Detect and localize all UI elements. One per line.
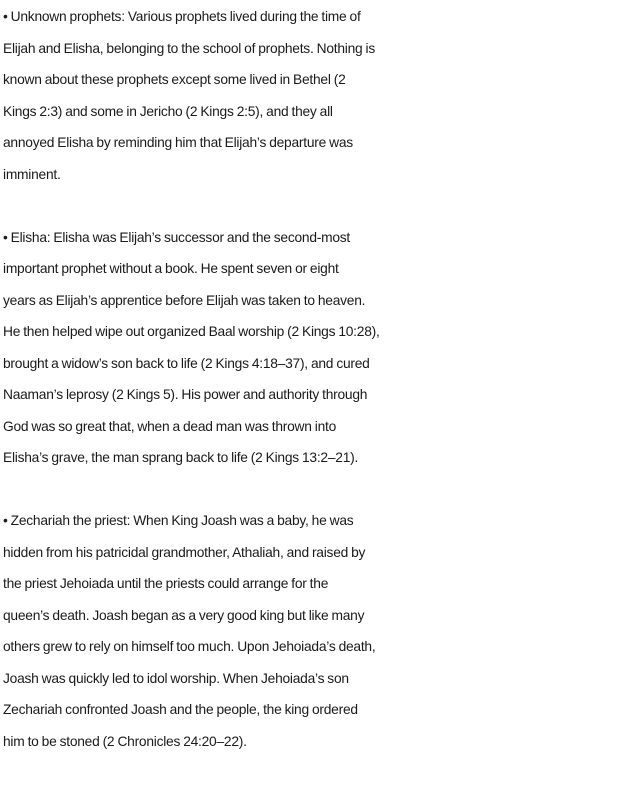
paragraph-unknown-prophets xyxy=(3,1,629,190)
text-line: brought a widow’s son back to life (2 Kings 4:18–37), and cured xyxy=(3,355,370,371)
text-line: him to be stoned (2 Chronicles 24:20–22). xyxy=(3,733,247,749)
text-line: Kings 2:3) and some in Jericho (2 Kings 2:5), and they all xyxy=(3,103,333,119)
text-line: important prophet without a book. He spent seven or eight xyxy=(3,261,339,276)
text-line: queen’s death. Joash began as a very good king but like many xyxy=(3,607,365,623)
text-line: Elijah and Elisha, belonging to the school of prophets. Nothing is xyxy=(3,40,375,56)
text-line: hidden from his patricidal grandmother, Athaliah, and raised by xyxy=(3,544,366,560)
text-line: • Unknown prophets: Various prophets lived during the time of xyxy=(3,9,361,24)
text-line: annoyed Elisha by reminding him that Elijah’s departure was xyxy=(3,135,353,150)
text-line: the priest Jehoiada until the priests could arrange for the xyxy=(3,576,329,591)
paragraph-elisha xyxy=(3,222,629,474)
text-line: Zechariah confronted Joash and the people, the king ordered xyxy=(3,702,358,717)
text-line: others grew to rely on himself too much. Upon Jehoiada’s death, xyxy=(3,639,376,654)
text-line: years as Elijah’s apprentice before Elijah was taken to heaven. xyxy=(3,292,366,308)
paragraph-zechariah xyxy=(3,505,629,757)
text-line: known about these prophets except some lived in Bethel (2 xyxy=(3,72,346,87)
document-body xyxy=(3,1,629,789)
text-line: • Elisha: Elisha was Elijah’s successor and the second-most xyxy=(3,229,351,245)
text-line: He then helped wipe out organized Baal worship (2 Kings 10:28), xyxy=(3,324,380,339)
text-line: • Zechariah the priest: When King Joash was a baby, he was xyxy=(3,513,354,528)
text-line: Joash was quickly led to idol worship. When Jehoiada’s son xyxy=(3,670,349,686)
text-line: imminent. xyxy=(3,166,61,182)
text-line: God was so great that, when a dead man was thrown into xyxy=(3,418,337,434)
text-line: Naaman’s leprosy (2 Kings 5). His power and authority through xyxy=(3,387,368,402)
text-line: Elisha’s grave, the man sprang back to life (2 Kings 13:2–21). xyxy=(3,450,359,465)
